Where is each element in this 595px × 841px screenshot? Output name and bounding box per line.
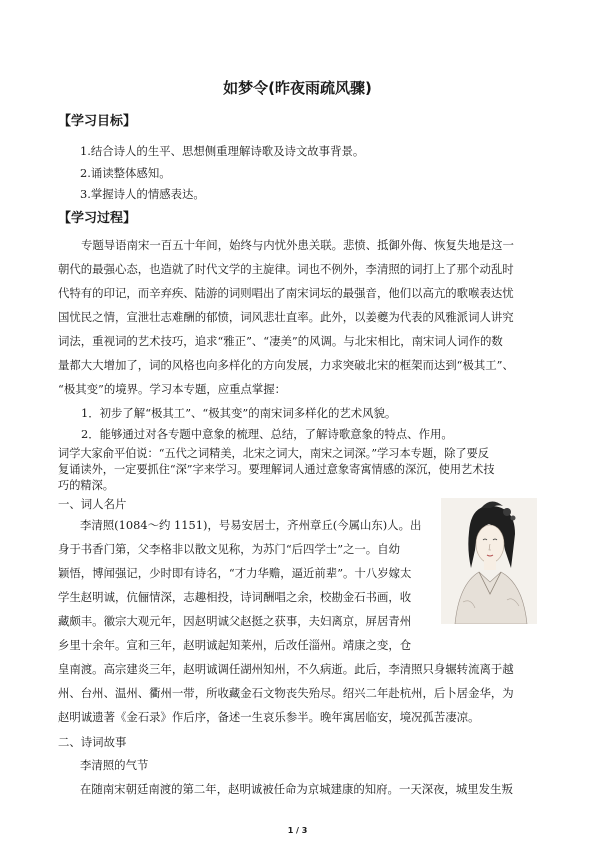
bio-line: 身于书香门第，父李格非以散文见称，为苏门“后四学士”之一。自幼 [58, 542, 400, 556]
intro-line: 量都大大增加了，词的风格也向多样化的方向发展，力求突破北宋的框架而达到“极其工”、 [58, 358, 514, 372]
quote-line: 巧的精深。 [58, 479, 114, 492]
goal-item: 3.掌握诗人的情感表达。 [80, 187, 205, 201]
bio-line: 皇南渡。高宗建炎三年，赵明诚调任湖州知州，不久病逝。此后，李清照只身辗转流离于越 [58, 662, 514, 676]
page-title: 如梦令(昨夜雨疏风骤) [223, 79, 372, 97]
page-number: 1 / 3 [287, 826, 308, 835]
key-point: 1．初步了解“极其工”、“极其变”的南宋词多样化的艺术风貌。 [81, 406, 397, 420]
story-subtitle: 李清照的气节 [80, 758, 149, 772]
bio-line: 藏颇丰。徽宗大观元年，因赵明诚父赵挺之获事，夫妇离京，屏居青州 [58, 614, 412, 628]
intro-line: 朝代的最强心态，也造就了时代文学的主旋律。词也不例外，李清照的词打上了那个动乱时 [58, 262, 514, 276]
bio-line: 赵明诚遗著《金石录》作后序，备述一生哀乐参半。晚年寓居临安，境况孤苦凄凉。 [58, 710, 480, 724]
quote-line: 复诵读外，一定要抓住“深”字来学习。要理解词人通过意象寄寓情感的深沉，使用艺术技 [58, 463, 495, 476]
learning-process-heading: 【学习过程】 [58, 211, 137, 226]
intro-line: 词法，重视词的艺术技巧，追求“雅正”、“凄美”的风调。与北宋相比，南宋词人词作的数 [58, 334, 503, 348]
poem-story-heading: 二、诗词故事 [58, 735, 127, 749]
learning-goals-heading: 【学习目标】 [58, 114, 137, 129]
intro-line: 代特有的印记，而辛弃疾、陆游的词则唱出了南宋词坛的最强音，他们以高亢的歌喉表达忧 [58, 286, 514, 300]
goal-item: 1.结合诗人的生平、思想侧重理解诗歌及诗文故事背景。 [80, 144, 365, 158]
li-qingzhao-portrait-image [441, 498, 537, 624]
poet-profile-heading: 一、词人名片 [58, 497, 127, 511]
intro-line: “极其变”的境界。学习本专题，应重点掌握： [58, 382, 287, 396]
bio-line: 学生赵明诚，伉俪情深，志趣相投，诗词酬唱之余，校勘金石书画，收 [58, 590, 412, 604]
bio-line: 李清照(1084～约 1151)，号易安居士，齐州章丘(今属山东)人。出 [80, 518, 422, 532]
bio-line: 乡里十余年。宣和三年，赵明诚起知莱州，后改任淄州。靖康之变，仓 [58, 638, 412, 652]
bio-line: 州、台州、温州、衢州一带，所收藏金石文物丧失殆尽。绍兴二年赴杭州，后卜居金华，为 [58, 686, 514, 700]
bio-line: 颖悟，博闻强记，少时即有诗名，“才力华赡，逼近前辈”。十八岁嫁太 [58, 566, 412, 580]
key-point: 2．能够通过对各专题中意象的梳理、总结，了解诗歌意象的特点、作用。 [81, 427, 453, 441]
goal-item: 2.诵读整体感知。 [80, 166, 171, 180]
quote-line: 词学大家俞平伯说：“五代之词精美，北宋之词大，南宋之词深。”学习本专题，除了要反 [58, 447, 489, 460]
intro-line: 国忧民之情，宣泄壮志难酬的郁愤，词风悲壮直率。此外，以姜夔为代表的风雅派词人讲究 [58, 310, 514, 324]
intro-line: 专题导语南宋一百五十年间，始终与内忧外患关联。悲愤、抵御外侮、恢复失地是这一 [81, 238, 514, 252]
story-line: 在随南宋朝廷南渡的第二年，赵明诚被任命为京城建康的知府。一天深夜，城里发生叛 [80, 782, 513, 796]
